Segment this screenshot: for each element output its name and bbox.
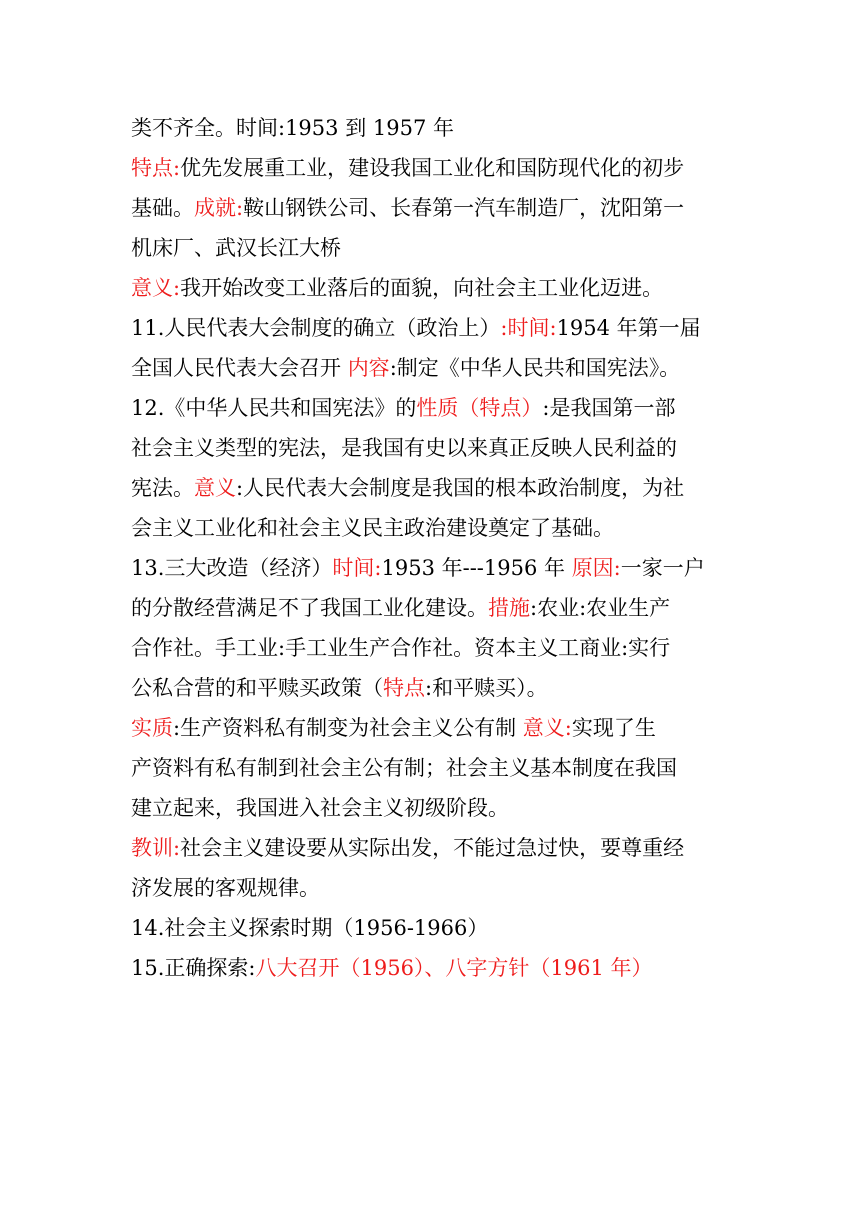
text-run: 优先发展重工业，建设我国工业化和国防现代化的初步 bbox=[180, 156, 685, 180]
text-run: 类不齐全。时间:1953 到 1957 年 bbox=[131, 116, 454, 140]
label-yuanyin: 原因: bbox=[571, 556, 621, 580]
text-line bbox=[131, 108, 731, 148]
text-line bbox=[131, 588, 731, 628]
text-line bbox=[131, 348, 731, 388]
text-run: 基础。 bbox=[131, 196, 194, 220]
text-run: 我开始改变工业落后的面貌，向社会主工业化迈进。 bbox=[180, 276, 664, 300]
text-line bbox=[131, 908, 731, 948]
text-line bbox=[131, 428, 731, 468]
text-line bbox=[131, 948, 731, 988]
label-neirong: 内容 bbox=[347, 356, 390, 380]
text-line bbox=[131, 468, 731, 508]
text-line bbox=[131, 268, 731, 308]
label-xingzhi: 性质（特点） bbox=[416, 396, 543, 420]
label-jiaoxun: 教训: bbox=[131, 836, 181, 860]
label-tedian: 特点 bbox=[383, 676, 425, 700]
text-run: :人民代表大会制度是我国的根本政治制度，为社 bbox=[236, 476, 685, 500]
text-line bbox=[131, 748, 731, 788]
text-run: 13.三大改造（经济） bbox=[131, 556, 333, 580]
label-tedian: 特点: bbox=[131, 156, 181, 180]
text-run: 建立起来，我国进入社会主义初级阶段。 bbox=[131, 796, 509, 820]
text-run: 宪法。 bbox=[131, 476, 194, 500]
text-run: 社会主义类型的宪法，是我国有史以来真正反映人民利益的 bbox=[131, 436, 677, 460]
label-yiyi: 意义: bbox=[131, 276, 181, 300]
text-run: :生产资料私有制变为社会主义公有制 bbox=[173, 716, 523, 740]
label-yiyi: 意义: bbox=[522, 716, 572, 740]
text-line bbox=[131, 788, 731, 828]
text-line bbox=[131, 228, 731, 268]
text-run: :制定《中华人民共和国宪法》。 bbox=[389, 356, 681, 380]
text-run: 12.《中华人民共和国宪法》的 bbox=[131, 396, 417, 420]
text-line bbox=[131, 388, 731, 428]
text-run: 1954 年第一届 bbox=[556, 316, 701, 340]
document-page bbox=[131, 108, 731, 988]
text-run: 一家一户 bbox=[620, 556, 705, 580]
text-line bbox=[131, 308, 731, 348]
text-line bbox=[131, 188, 731, 228]
text-run: 公私合营的和平赎买政策（ bbox=[131, 676, 383, 700]
text-run: 的分散经营满足不了我国工业化建设。 bbox=[131, 596, 488, 620]
text-run: 1953 年---1956 年 bbox=[381, 556, 572, 580]
text-run: 济发展的客观规律。 bbox=[131, 876, 320, 900]
text-line bbox=[131, 548, 731, 588]
text-line bbox=[131, 508, 731, 548]
text-line bbox=[131, 668, 731, 708]
text-line bbox=[131, 628, 731, 668]
label-chengjiu: 成就: bbox=[194, 196, 244, 220]
text-run: 15.正确探索: bbox=[131, 956, 256, 980]
text-line bbox=[131, 148, 731, 188]
text-line bbox=[131, 868, 731, 908]
label-cuoshi: 措施 bbox=[488, 596, 530, 620]
text-run: 社会主义建设要从实际出发，不能过急过快，要尊重经 bbox=[180, 836, 685, 860]
text-run: :和平赎买）。 bbox=[425, 676, 548, 700]
text-run: :农业:农业生产 bbox=[530, 596, 671, 620]
text-run: 14.社会主义探索时期（1956-1966） bbox=[131, 916, 489, 940]
text-line bbox=[131, 708, 731, 748]
text-run: 产资料有私有制到社会主公有制；社会主义基本制度在我国 bbox=[131, 756, 677, 780]
text-run: 鞍山钢铁公司、长春第一汽车制造厂，沈阳第一 bbox=[243, 196, 685, 220]
label-shijian: 时间: bbox=[332, 556, 382, 580]
text-run: :是我国第一部 bbox=[542, 396, 676, 420]
text-run: 合作社。手工业:手工业生产合作社。资本主义工商业:实行 bbox=[131, 636, 671, 660]
label-shizhi: 实质 bbox=[131, 716, 173, 740]
text-run: 会主义工业化和社会主义民主政治建设奠定了基础。 bbox=[131, 516, 614, 540]
text-run: 实现了生 bbox=[571, 716, 656, 740]
text-run: 机床厂、武汉长江大桥 bbox=[131, 236, 341, 260]
text-run: 11.人民代表大会制度的确立（政治上） bbox=[131, 316, 501, 340]
highlight-text: 八大召开（1956）、八字方针（1961 年） bbox=[255, 956, 653, 980]
label-yiyi: 意义 bbox=[194, 476, 236, 500]
label-shijian: :时间: bbox=[500, 316, 557, 340]
text-run: 全国人民代表大会召开 bbox=[131, 356, 348, 380]
text-line bbox=[131, 828, 731, 868]
